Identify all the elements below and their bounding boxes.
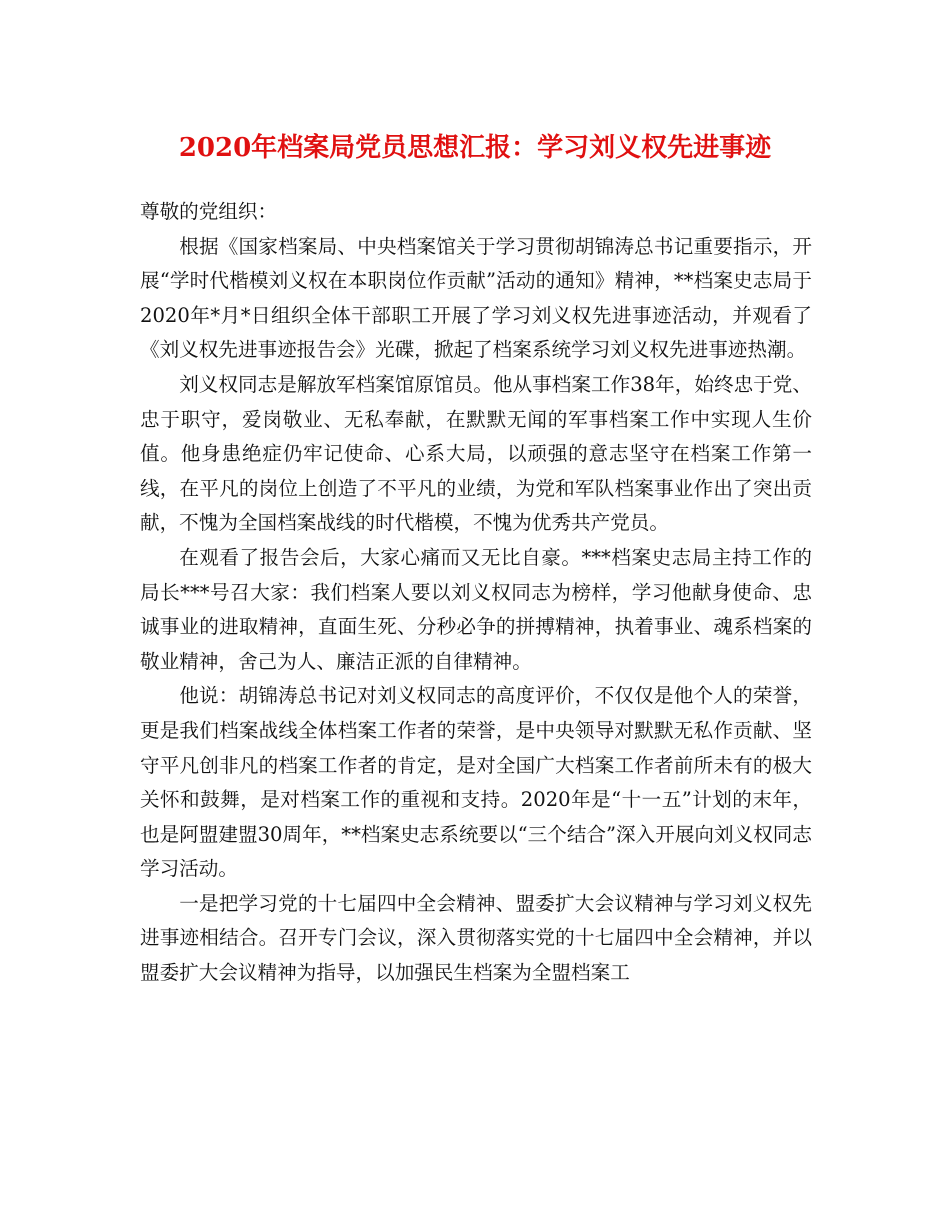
paragraph-5: 一是把学习党的十七届四中全会精神、盟委扩大会议精神与学习刘义权先进事迹相结合。召开专门会议，深入贯彻落实党的十七届四中全会精神，并以盟委扩大会议精神为指导，以加强民生档案为全盟档案工 bbox=[140, 891, 812, 985]
paragraph-4: 他说：胡锦涛总书记对刘义权同志的高度评价，不仅仅是他个人的荣誉，更是我们档案战线全体档案工作者的荣誉，是中央领导对默默无私作贡献、坚守平凡创非凡的档案工作者的肯定，是对全国广大档案工作者前所未有的极大关怀和鼓舞，是对档案工作的重视和支持。2020年是“十一五”计划的末年，也是阿盟建盟30周年，**档案史志系统要以“三个结合”深入开展向刘义权同志学习活动。 bbox=[140, 684, 812, 881]
document-title: 2020年档案局党员思想汇报：学习刘义权先进事迹 bbox=[178, 133, 772, 163]
document-body bbox=[140, 195, 812, 991]
paragraph-3: 在观看了报告会后，大家心痛而又无比自豪。***档案史志局主持工作的局长***号召大家：我们档案人要以刘义权同志为榜样，学习他献身使命、忠诚事业的进取精神，直面生死、分秒必争的拼搏精神，执着事业、魂系档案的敬业精神，舍己为人、廉洁正派的自律精神。 bbox=[140, 545, 812, 673]
salutation: 尊敬的党组织： bbox=[140, 200, 278, 223]
paragraph-2: 刘义权同志是解放军档案馆原馆员。他从事档案工作38年，始终忠于党、忠于职守，爱岗敬业、无私奉献，在默默无闻的军事档案工作中实现人生价值。他身患绝症仍牢记使命、心系大局，以顽强的意志坚守在档案工作第一线，在平凡的岗位上创造了不平凡的业绩，为党和军队档案事业作出了突出贡献，不愧为全国档案战线的时代楷模，不愧为优秀共产党员。 bbox=[140, 372, 812, 535]
paragraph-1: 根据《国家档案局、中央档案馆关于学习贯彻胡锦涛总书记重要指示，开展“学时代楷模刘义权在本职岗位作贡献”活动的通知》精神，**档案史志局于2020年*月*日组织全体干部职工开展了学习刘义权先进事迹活动，并观看了《刘义权先进事迹报告会》光碟，掀起了档案系统学习刘义权先进事迹热潮。 bbox=[140, 234, 812, 362]
